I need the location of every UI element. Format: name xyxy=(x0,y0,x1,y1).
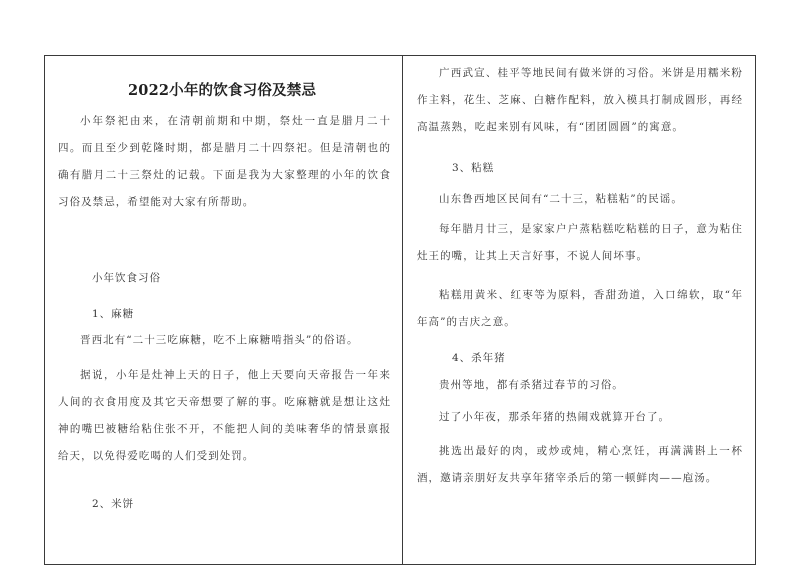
column-divider xyxy=(402,55,403,565)
paragraph: 广西武宣、桂平等地民间有做米饼的习俗。米饼是用糯米粉作主料，花生、芝麻、白糖作配料，放入模具打制成圆形，再经高温蒸熟，吃起来别有风味，有“团团圆圆”的寓意。 xyxy=(417,67,743,133)
intro-paragraph: 小年祭祀由来，在清朝前期和中期，祭灶一直是腊月二十四。而且至少到乾隆时期，都是腊月二十四祭祀。但是清朝也的确有腊月二十三祭灶的记载。下面是我为大家整理的小年的饮食习俗及禁忌，希望能对大家有所帮助。 xyxy=(58,115,391,208)
paragraph: 贵州等地，都有杀猪过春节的习俗。 xyxy=(439,379,624,391)
paragraph: 每年腊月廿三，是家家户户蒸粘糕吃粘糕的日子，意为粘住灶王的嘴，让其上天言好事，不说人间坏事。 xyxy=(417,223,743,262)
paragraph: 粘糕用黄米、红枣等为原料，香甜劲道，入口绵软，取“年年高”的吉庆之意。 xyxy=(417,289,743,328)
document-title: 2022小年的饮食习俗及禁忌 xyxy=(128,82,317,99)
paragraph: 山东鲁西地区民间有“二十三，粘糕粘”的民谣。 xyxy=(439,193,683,205)
item-heading-mibing: 2、米饼 xyxy=(92,498,135,510)
section-heading: 小年饮食习俗 xyxy=(92,272,161,284)
paragraph: 晋西北有“二十三吃麻糖，吃不上麻糖啃指头”的俗语。 xyxy=(80,334,359,346)
paragraph: 过了小年夜，那杀年猪的热闹戏就算开台了。 xyxy=(439,411,671,423)
item-heading-shanianzhu: 4、杀年猪 xyxy=(452,352,506,364)
item-heading-mahtang: 1、麻糖 xyxy=(92,308,135,320)
item-heading-niangao: 3、粘糕 xyxy=(452,162,495,174)
paragraph: 挑选出最好的肉，或炒或炖，精心烹饪，再满满斟上一杯酒，邀请亲朋好友共享年猪宰杀后的第一顿鲜肉——庖汤。 xyxy=(417,445,743,484)
paragraph: 据说，小年是灶神上天的日子，他上天要向天帝报告一年来人间的衣食用度及其它天帝想要了解的事。吃麻糖就是想让这灶神的嘴巴被糖给粘住张不开，不能把人间的美味奢华的情景禀报给天，以免得爱吃喝的人们受到处罚。 xyxy=(58,369,391,462)
